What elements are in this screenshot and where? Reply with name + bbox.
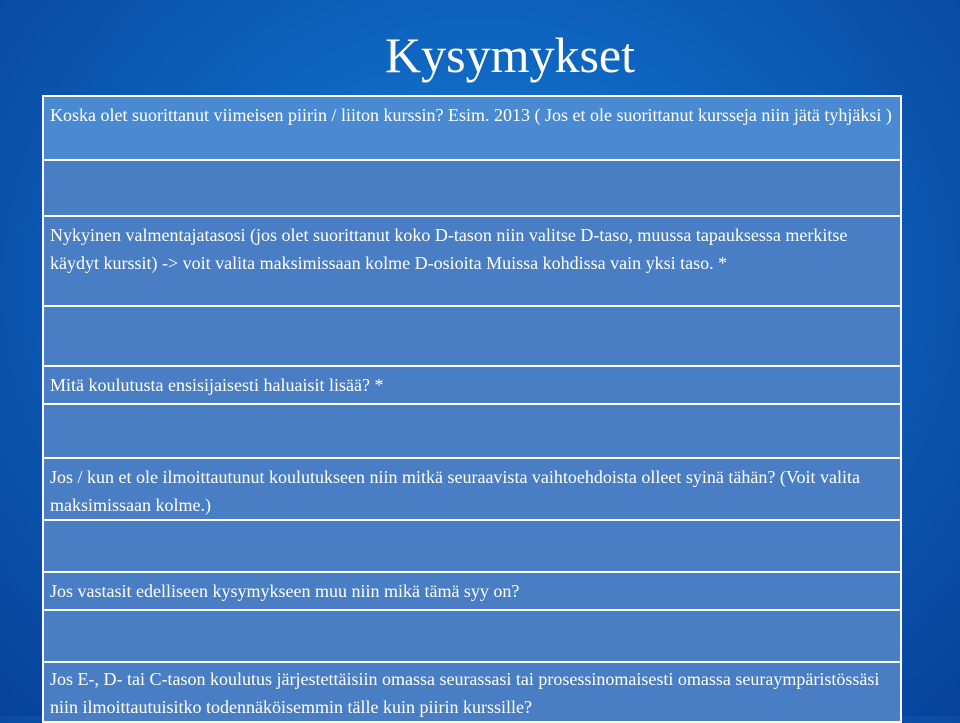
question-1: Koska olet suorittanut viimeisen piirin / liiton kurssin? Esim. 2013 ( Jos et ole suorittanut kursseja niin jätä tyhjäksi ) (44, 97, 900, 159)
question-5: Jos vastasit edelliseen kysymykseen muu niin mikä tämä syy on? (44, 571, 900, 609)
answer-field-3[interactable] (44, 403, 900, 457)
question-3: Mitä koulutusta ensisijaisesti haluaisit lisää? * (44, 365, 900, 403)
question-2: Nykyinen valmentajatasosi (jos olet suorittanut koko D-tason niin valitse D-taso, muussa tapauksessa merkitse käydyt kurssit) -> voit valita maksimissaan kolme D-osioita Muissa kohdissa vain yksi taso. * (44, 215, 900, 305)
answer-field-1[interactable] (44, 159, 900, 215)
answer-field-5[interactable] (44, 609, 900, 661)
question-4: Jos / kun et ole ilmoittautunut koulutukseen niin mitkä seuraavista vaihtoehdoista olleet syinä tähän? (Voit valita maksimissaan kolme.) (44, 457, 900, 519)
page-title: Kysymykset (385, 27, 635, 83)
answer-field-4[interactable] (44, 519, 900, 571)
answer-field-2[interactable] (44, 305, 900, 365)
question-6: Jos E-, D- tai C-tason koulutus järjestettäisiin omassa seurassasi tai prosessinomaisesti omassa seuraympäristössäsi niin ilmoittautuisitko todennäköisemmin tälle kuin piirin kurssille? (44, 661, 900, 721)
question-table (42, 95, 902, 723)
